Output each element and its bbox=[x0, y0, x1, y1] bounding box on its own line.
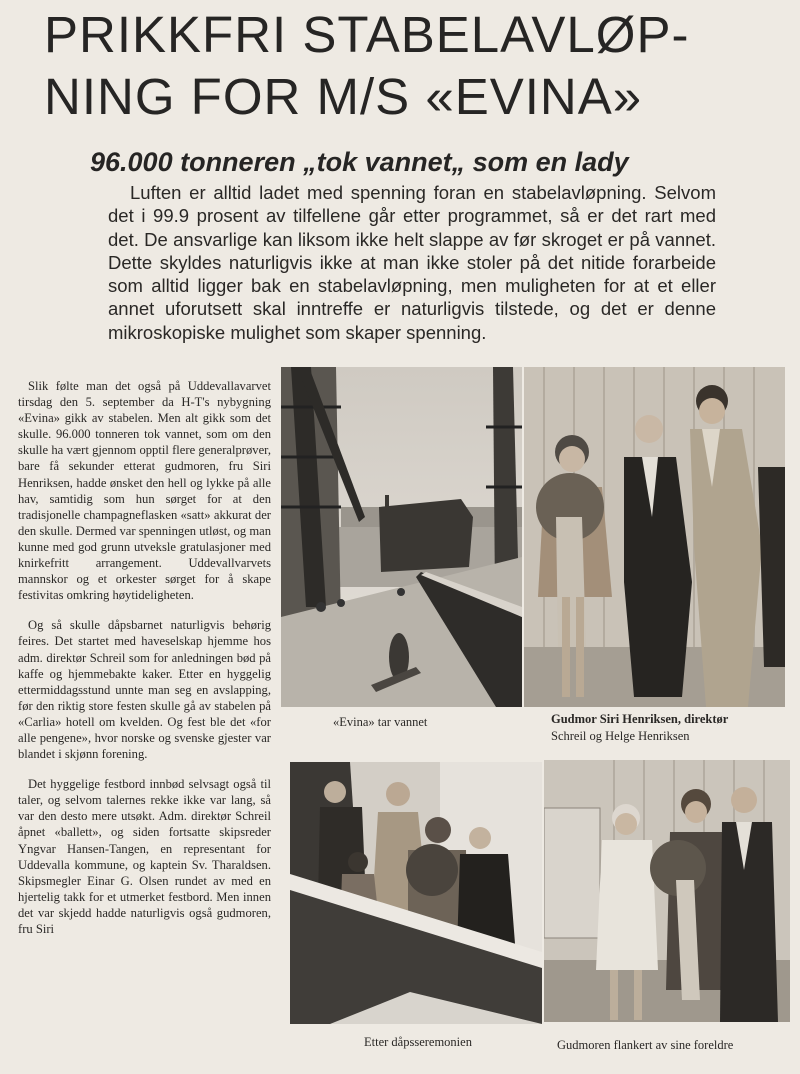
lead-paragraph: Luften er alltid ladet med spenning foran en stabelavløpning. Selvom det i 99.9 prosent av tilfellene går etter programmet, så er det rart med det. De ansvarlige kan liksom ikke helt slappe av før skroget er på vannet. Dette skyldes naturligvis ikke at man ikke stoler på det nitide forarbeide som alltid ligger bak en stabelavløpning, men muligheten for at et eller annet uforutsett skal inntreffe er naturligvis tilstede, og det er denne mikroskopiske mulighet som skaper spenning. bbox=[108, 182, 716, 343]
caption-ship-launch: «Evina» tar vannet bbox=[333, 715, 428, 729]
headline-line-1: PRIKKFRI STABELAVLØP- bbox=[44, 6, 690, 63]
body-paragraph-2: Og så skulle dåpsbarnet naturligvis behørig feires. Det startet med haveselskap hjemme hos adm. direktør Schreil som for anledningen bød på kaffe og hjemmebakte kaker. Etter en hyggelig ettermiddagsstund unnte man seg en avslapping, før den riktig store festen skulle gå av stabelen på «Carlia» hotell om kvelden. Og fest ble det «for alle pengene», hvor norske og svenske gjester var blandet i skjønn forening. bbox=[18, 618, 271, 762]
headline-line-2: NING FOR M/S «EVINA» bbox=[44, 68, 643, 125]
headline bbox=[44, 4, 784, 128]
ceremony-illustration bbox=[290, 762, 542, 1024]
article-body bbox=[18, 378, 271, 951]
caption-godmother-group-line-2: Schreil og Helge Henriksen bbox=[551, 729, 690, 743]
photo-after-ceremony bbox=[290, 762, 542, 1024]
ship-launch-illustration bbox=[281, 367, 522, 707]
subheadline: 96.000 tonneren „tok vannet„ som en lady bbox=[90, 147, 629, 177]
caption-godmother-parents: Gudmoren flankert av sine foreldre bbox=[557, 1038, 734, 1052]
caption-godmother-group bbox=[551, 711, 791, 745]
photo-godmother-group bbox=[524, 367, 785, 707]
body-paragraph-3: Det hyggelige festbord innbød selvsagt også til taler, og selvom talernes rekke ikke var lang, så var den desto mere utsøkt. Adm. direktør Schreil åpnet «ballett», og siden fortsatte skipsreder Yngvar Hansen-Tangen, en representant for Uddevalla kommune, og kaptein Sv. Tharaldsen. Skipsmegler Einar G. Olsen rundet av med en hjertelig takk for et utmerket festbord. Men innen det var skjedd hadde naturligvis også gudmoren, fru Siri bbox=[18, 777, 271, 936]
photo-ship-launch bbox=[281, 367, 522, 707]
photo-godmother-parents bbox=[544, 760, 790, 1022]
caption-godmother-group-line-1: Gudmor Siri Henriksen, direktør bbox=[551, 712, 729, 726]
parents-portrait-illustration bbox=[544, 760, 790, 1022]
body-paragraph-1: Slik følte man det også på Uddevallavarvet tirsdag den 5. september da H-T's nybygning «Evina» gikk av stabelen. Men alt gikk som det skulle. 96.000 tonneren tok vannet, som om den skulle ha vært gjennom opptil flere generalprøver, bare få sekunder etterat gudmoren, fru Siri Henriksen, hadde ønsket den hell og lykke på alle hav, samtidig som hun sørget for at den tradisjonelle champagneflasken «satt» akkurat der den skulle. Dermed var spenningen utløst, og man kunne med god grunn utveksle gratulasjoner med knirkefritt arrangement. Uddevallvarvets mannskor og et orkester sørget for å skape festivitas omkring høytideligheten. bbox=[18, 379, 271, 603]
group-portrait-illustration bbox=[524, 367, 785, 707]
caption-after-ceremony: Etter dåpsseremonien bbox=[364, 1035, 472, 1049]
